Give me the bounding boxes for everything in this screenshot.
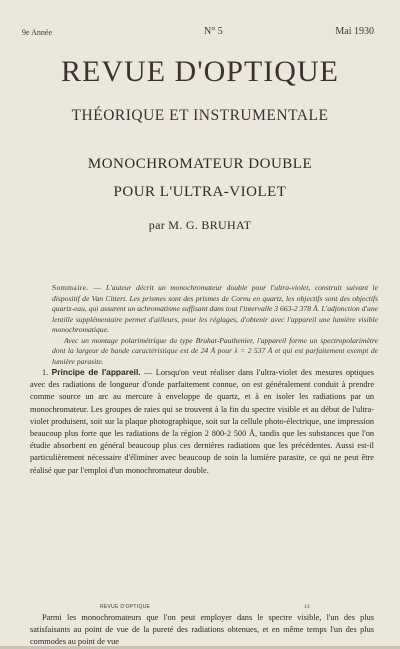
issue-number: N° 5 xyxy=(204,26,223,37)
article-title xyxy=(0,150,400,206)
journal-title: REVUE D'OPTIQUE xyxy=(61,55,339,88)
author-byline: par M. G. BRUHAT xyxy=(148,218,252,232)
article-title-line-1: MONOCHROMATEUR DOUBLE xyxy=(87,156,313,172)
body-paragraph-1 xyxy=(30,366,374,477)
running-header xyxy=(22,24,378,40)
body-paragraph-2: Parmi les monochromateurs que l'on peut employer dans le spectre visible, l'un des plus satisfaisants au point de vue de la pureté des radiations obtenues, et en même temps l'un des plus commodes au point de vue xyxy=(30,613,374,647)
article-body xyxy=(30,366,374,477)
abstract xyxy=(52,283,378,367)
body-text-1: — Lorsqu'on veut réaliser dans l'ultra-violet des mesures optiques avec des radiations de longueur d'onde parfaitement connue, on est généralement conduit à prendre comme source un arc au mercure à enveloppe de quartz, et à en isoler les radiations par un monochromateur. Les groupes de raies qui se trouvent à la fin du spectre visible et au début de l'ultra-violet produisent, soit sur la plaque photographique, soit sur la cellule photo-électrique, une impression beaucoup plus forte que les radiations de la région 2 800-2 500 Å, tandis que les substances que l'on étudie absorbent en général beaucoup plus ces dernières radiations que les précédentes. Aussi est-il particulièrement nécessaire d'éliminer avec beaucoup de soin la lumière parasite, ce qui ne peut être réalisé que par l'emploi d'un monochromateur double. xyxy=(30,368,374,475)
abstract-paragraph-1 xyxy=(52,283,378,336)
journal-subtitle: THÉORIQUE ET INSTRUMENTALE xyxy=(71,107,329,124)
article-title-line-2: POUR L'ULTRA-VIOLET xyxy=(113,184,287,200)
page-number: 13 xyxy=(304,604,310,610)
volume-year: 9e Année xyxy=(22,28,52,37)
section-heading: Principe de l'appareil. xyxy=(51,367,141,377)
abstract-text-1: L'auteur décrit un monochromateur double pour l'ultra-violet, construit suivant le dispositif de Van Cittert. Les prismes sont des prismes de Cornu en quartz, les objectifs sont des objectifs quartz-eau, qui assurent un achromatisme suffisant dans tout l'intervalle 3 663-2 378 Å. L'adjonction d'une lentille supplémentaire permet d'ailleurs, pour les réglages, d'obtenir avec l'appareil une lumière visible monochromatique. xyxy=(52,283,378,334)
section-number: 1. xyxy=(42,368,52,377)
issue-date: Mai 1930 xyxy=(335,26,374,37)
footer-journal-name: REVUE D'OPTIQUE xyxy=(100,604,151,610)
abstract-lead: Sommaire. — xyxy=(52,283,102,292)
article-body-continued xyxy=(30,612,374,649)
abstract-paragraph-2: Avec un montage polarimétrique du type Bruhat-Pauthenier, l'appareil forme un spectropolarimètre dont la largeur de bande caractéristique est de 24 Å pour λ = 2 537 Å et qui est parfaitement exempt de lumière parasite. xyxy=(52,335,378,366)
